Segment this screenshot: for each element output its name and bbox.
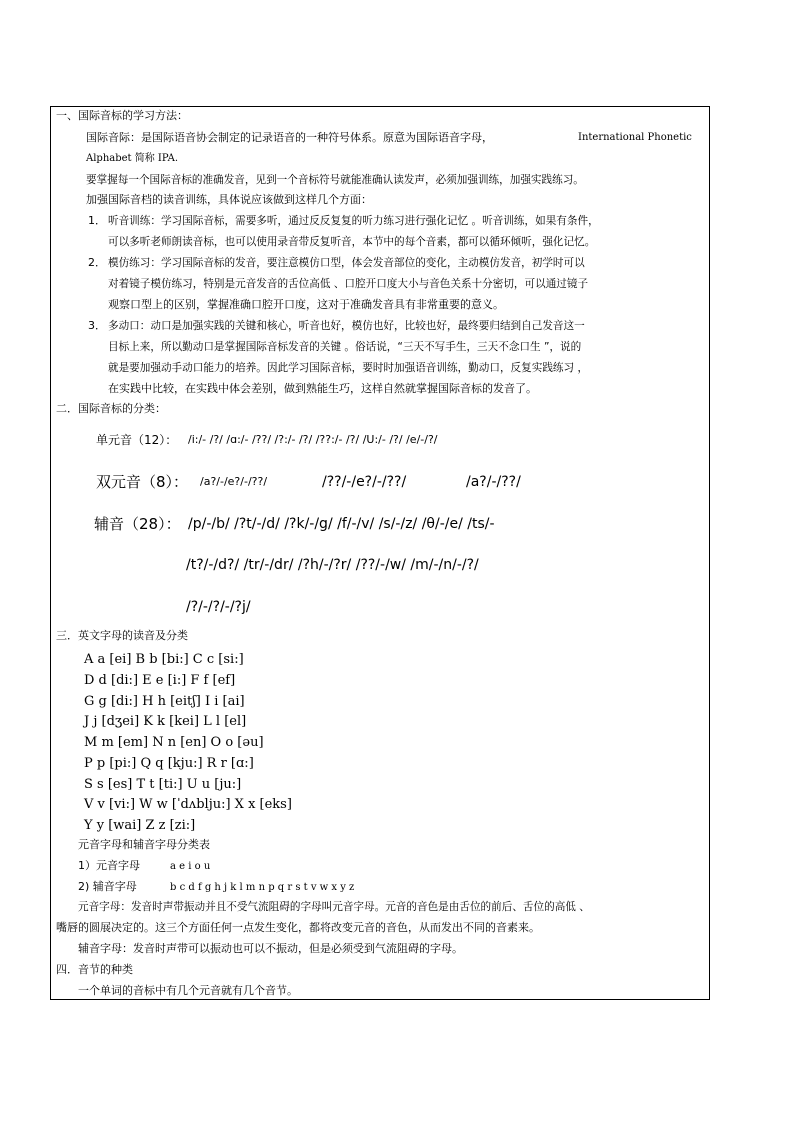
vowel-letters: a e i o u	[170, 861, 211, 872]
item3-line1: 多动口：动口是加强实践的关键和核心，听音也好，模仿也好，比较也好，最终要归结到自己发音这一	[108, 320, 585, 332]
section3-heading: 三．英文字母的读音及分类	[56, 629, 188, 642]
item2-line3: 观察口型上的区别，掌握准确口腔开口度，这对于准确发音具有非常重要的意义。	[108, 298, 504, 311]
item3-line2: 目标上来，所以勤动口是掌握国际音标发音的关键 。俗话说，“三天不写手生，三天不念口生 ”，说的	[108, 341, 582, 353]
section1-paragraph2: 加强国际音档的读音训练，具体说应该做到这样几个方面：	[86, 193, 372, 206]
section2-heading: 二．国际音标的分类：	[56, 402, 166, 415]
consonant-letters-label: 2) 辅音字母	[78, 880, 137, 893]
consonant-definition: 辅音字母：发音时声带可以振动也可以不振动，但是必须受到气流阻碍的字母。	[78, 942, 463, 955]
item1-line2: 可以多听老师朗读音标，也可以使用录音带反复听音，本节中的每个音素，都可以循环倾听，强化记忆。	[108, 236, 596, 248]
item3-line4: 在实践中比较，在实践中体会差别，做到熟能生巧，这样自然就掌握国际音标的发音了。	[108, 382, 537, 395]
letter-row: G g [di:] H h [eitʃ] I i [ai]	[84, 694, 245, 709]
letter-row: D d [di:] E e [i:] F f [ef]	[84, 673, 236, 688]
ipa-definition-english: International Phonetic	[578, 132, 692, 143]
diphthong-label: 双元音（8）：	[96, 473, 189, 491]
letter-row: Y y [wai] Z z [zi:]	[84, 818, 196, 833]
consonant-label: 辅音（28）：	[94, 515, 181, 533]
monophthong-items: /i:/- /?/ /ɑ:/- /??/ /?:/- /?/ /??:/- /?/ /U:/- /?/ /e/-/?/	[188, 433, 438, 446]
vowel-definition-line1: 元音字母：发音时声带振动并且不受气流阻碍的字母叫元音字母。元音的音色是由舌位的前后、舌位的高低 、	[78, 901, 590, 913]
ipa-definition-line1: 国际音际：是国际语音协会制定的记录语音的一种符号体系。原意为国际语音字母，	[86, 131, 493, 144]
letter-classification-heading: 元音字母和辅音字母分类表	[78, 838, 210, 851]
section4-paragraph1: 一个单词的音标中有几个元音就有几个音节。	[78, 984, 298, 997]
consonant-letters: b c d f g h j k l m n p q r s t v w x y z	[170, 882, 355, 893]
section1-heading: 一、国际音标的学习方法：	[56, 109, 188, 122]
letter-row: M m [em] N n [en] O o [əu]	[84, 735, 264, 750]
letter-row: A a [ei] B b [bi:] C c [si:]	[84, 652, 244, 667]
item3-line3: 就是要加强动手动口能力的培养。因此学习国际音标，要时时加强语音训练，勤动口，反复实践练习 ，	[108, 362, 589, 374]
consonant-line2: /t?/-/d?/ /tr/-/dr/ /?h/-/?r/ /??/-/w/ /m/-/n/-/?/	[186, 557, 479, 573]
monophthong-label: 单元音（12）：	[96, 433, 178, 447]
section4-heading: 四．音节的种类	[56, 963, 133, 976]
letter-row: P p [pi:] Q q [kju:] R r [ɑ:]	[84, 756, 254, 771]
item1-number: 1．	[88, 214, 106, 227]
item2-line1: 模仿练习：学习国际音标的发音，要注意模仿口型，体会发音部位的变化，主动模仿发音，初学时可以	[108, 257, 585, 269]
consonant-line1: /p/-/b/ /?t/-/d/ /?k/-/g/ /f/-/v/ /s/-/z/ /θ/-/e/ /ts/-	[188, 516, 495, 532]
vowel-definition-line2: 嘴唇的圆展决定的。这三个方面任何一点发生变化，都将改变元音的音色，从而发出不同的音素来。	[56, 921, 540, 934]
letter-row: J j [dʒei] K k [kei] L l [el]	[84, 714, 247, 729]
section1-paragraph1: 要掌握每一个国际音标的准确发音，见到一个音标符号就能准确认读发声，必须加强训练，加强实践练习。	[86, 174, 584, 186]
item3-number: 3．	[88, 319, 106, 332]
item1-line1: 听音训练：学习国际音标，需要多听，通过反反复复的听力练习进行强化记忆 。听音训练，如果有条件，	[108, 215, 599, 227]
letter-row: S s [es] T t [ti:] U u [ju:]	[84, 777, 242, 792]
diphthong-items-big-a: /??/-/e?/-/??/	[322, 474, 407, 490]
item2-number: 2．	[88, 256, 106, 269]
vowel-letters-label: 1）元音字母	[78, 859, 140, 872]
item2-line2: 对着镜子模仿练习，特别是元音发音的舌位高低 、口腔开口度大小与音色关系十分密切，可以通过镜子	[108, 278, 589, 290]
letter-row: V v [vi:] W w [ˈdʌblju:] X x [eks]	[84, 797, 292, 812]
ipa-definition-line2: Alphabet 简称 IPA.	[86, 153, 179, 164]
diphthong-items-big-b: /a?/-/??/	[466, 474, 521, 490]
consonant-line3: /?/-/?/-/?j/	[186, 599, 251, 615]
diphthong-items-small: /a?/-/e?/-/??/	[200, 475, 268, 488]
